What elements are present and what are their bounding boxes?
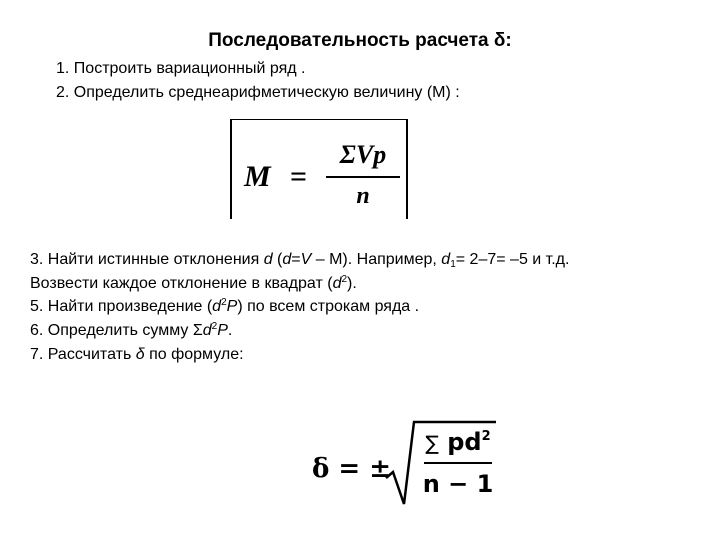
delta-formula-numerator: ∑ $pd^2$	[425, 428, 491, 456]
mean-formula-denominator: n	[356, 183, 370, 209]
mean-formula-numerator: ΣVp	[339, 140, 387, 169]
step-1: 1. Построить вариационный ряд .	[56, 60, 306, 77]
step-4: Возвести каждое отклонение в квадрат $(d^2)$.	[30, 274, 357, 292]
mean-formula	[230, 119, 408, 219]
delta-formula	[300, 400, 500, 510]
page-title: Последовательность расчета δ:	[208, 30, 512, 51]
mean-formula-lhs: M	[244, 160, 271, 193]
delta-formula-fraction-bar	[424, 462, 492, 464]
mean-formula-fraction-bar	[326, 176, 400, 178]
delta-formula-denominator: n − 1	[422, 470, 494, 498]
step-5: 5. Найти произведение $(d^2P)$ по всем строкам ряда .	[30, 297, 420, 315]
step-6: 6. Определить сумму $\Sigma d^2P$.	[30, 321, 233, 339]
delta-formula-lhs: δ = ±	[312, 454, 392, 484]
step-2: 2. Определить среднеарифметическую величину (M) :	[56, 84, 460, 101]
step-7: 7. Рассчитать δ по формуле:	[30, 346, 244, 363]
step-3: 3. Найти истинные отклонения d (d=V – M). Например, $d_1= 2-7= -5$ и т.д.	[30, 251, 570, 270]
mean-formula-equals: =	[290, 160, 308, 193]
